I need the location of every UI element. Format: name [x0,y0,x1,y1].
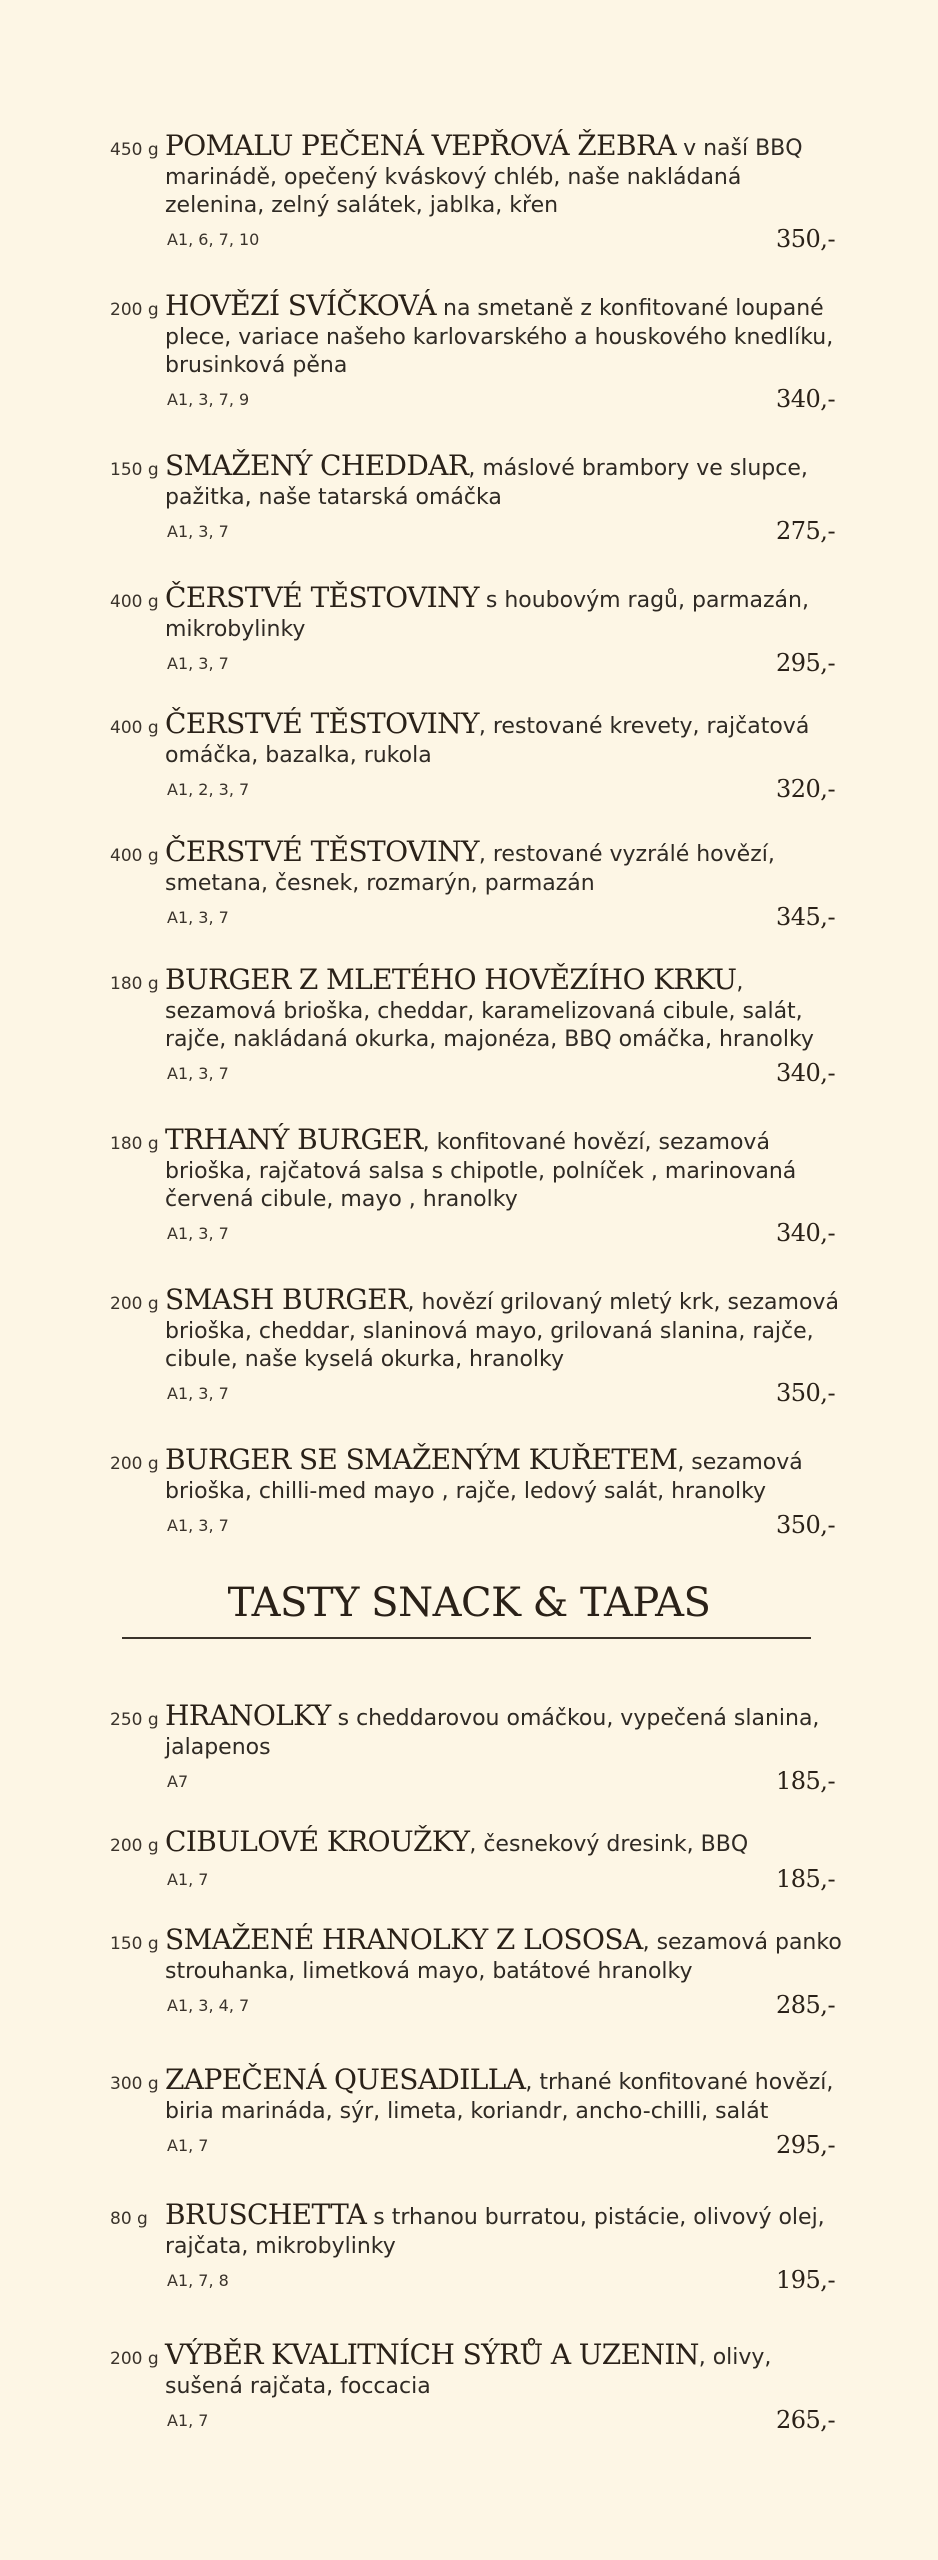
item-name: SMASH BURGER [165,1283,408,1316]
item-text [165,2063,845,2126]
item-text [165,1123,845,1215]
item-weight: 200 g [110,1454,159,1474]
item-allergens: A1, 3, 7 [167,1224,229,1243]
item-weight: 150 g [110,460,159,480]
item-description: , konfitované hovězí, sezamová brioška, rajčatová salsa s chipotle, polníček , marinovaná červená cibule, mayo , hranolky [165,1130,797,1212]
item-weight: 300 g [110,2074,159,2094]
item-description: , sezamová panko strouhanka, limetková mayo, batátové hranolky [165,1930,842,1984]
item-name: BRUSCHETTA [165,2198,367,2231]
item-description: , sezamová brioška, cheddar, karamelizovaná cibule, salát, rajče, nakládaná okurka, majonéza, BBQ omáčka, hranolky [165,970,814,1052]
item-allergens: A1, 3, 7, 9 [167,390,250,409]
item-description: , olivy, sušená rajčata, foccacia [165,2345,772,2399]
item-description: na smetaně z konfitované loupané plece, variace našeho karlovarského a houskového knedlíku, brusinková pěna [165,296,834,378]
item-price: 185,- [776,1767,836,1795]
item-name: ČERSTVÉ TĚSTOVINY [165,835,479,868]
item-name: BURGER SE SMAŽENÝM KUŘETEM [165,1443,678,1476]
section-title: TASTY SNACK & TAPAS [227,1580,711,1626]
item-description: , restované krevety, rajčatová omáčka, bazalka, rukola [165,714,810,768]
item-name: ZAPEČENÁ QUESADILLA [165,2063,526,2096]
item-weight: 400 g [110,592,159,612]
item-allergens: A1, 3, 7 [167,1064,229,1083]
item-text [165,129,845,221]
item-text [165,289,845,381]
item-weight: 400 g [110,718,159,738]
item-price: 275,- [776,517,836,545]
item-weight: 400 g [110,846,159,866]
item-weight: 180 g [110,1134,159,1154]
item-description: , máslové brambory ve slupce, pažitka, naše tatarská omáčka [165,456,808,510]
item-allergens: A1, 3, 7 [167,1516,229,1535]
item-description: s trhanou burratou, pistácie, olivový olej, rajčata, mikrobylinky [165,2205,825,2259]
item-text [165,1283,845,1375]
item-price: 340,- [776,1059,836,1087]
item-name: ČERSTVÉ TĚSTOVINY [165,707,479,740]
item-allergens: A1, 7 [167,2411,209,2430]
item-allergens: A1, 7 [167,1870,209,1889]
item-price: 295,- [776,2131,836,2159]
item-weight: 200 g [110,1836,159,1856]
item-price: 350,- [776,1511,836,1539]
item-weight: 180 g [110,974,159,994]
item-allergens: A1, 6, 7, 10 [167,230,260,249]
item-allergens: A1, 3, 7 [167,654,229,673]
item-text [165,835,845,898]
item-price: 185,- [776,1865,836,1893]
item-allergens: A7 [167,1772,189,1791]
item-allergens: A1, 7 [167,2136,209,2155]
item-description: , restované vyzrálé hovězí, smetana, česnek, rozmarýn, parmazán [165,842,775,896]
item-allergens: A1, 7, 8 [167,2271,229,2290]
item-text [165,581,845,644]
item-price: 195,- [776,2266,836,2294]
item-weight: 150 g [110,1934,159,1954]
item-allergens: A1, 3, 7 [167,522,229,541]
item-description: , hovězí grilovaný mletý krk, sezamová brioška, cheddar, slaninová mayo, grilovaná slanina, rajče, cibule, naše kyselá okurka, hranolky [165,1290,839,1372]
item-price: 320,- [776,775,836,803]
item-weight: 80 g [110,2209,148,2229]
section-divider [122,1637,811,1639]
item-name: HRANOLKY [165,1699,331,1732]
item-price: 340,- [776,385,836,413]
item-text [165,963,845,1055]
item-price: 295,- [776,649,836,677]
item-name: CIBULOVÉ KROUŽKY [165,1825,470,1858]
item-allergens: A1, 3, 7 [167,1384,229,1403]
item-description: s houbovým ragů, parmazán, mikrobylinky [165,588,809,642]
item-allergens: A1, 3, 4, 7 [167,1996,250,2015]
item-text [165,2338,845,2401]
item-weight: 200 g [110,300,159,320]
item-weight: 450 g [110,140,159,160]
item-name: BURGER Z MLETÉHO HOVĚZÍHO KRKU [165,963,737,996]
item-price: 345,- [776,903,836,931]
item-description: , sezamová brioška, chilli-med mayo , rajče, ledový salát, hranolky [165,1450,803,1504]
item-weight: 200 g [110,1294,159,1314]
item-text [165,449,845,512]
item-name: SMAŽENÉ HRANOLKY Z LOSOSA [165,1923,643,1956]
item-text [165,1699,845,1762]
item-description: , česnekový dresink, BBQ [469,1832,749,1857]
item-text [165,707,845,770]
item-description: s cheddarovou omáčkou, vypečená slanina, jalapenos [165,1706,820,1760]
item-name: TRHANÝ BURGER [165,1123,423,1156]
item-weight: 200 g [110,2349,159,2369]
item-text [165,1825,845,1860]
item-name: SMAŽENÝ CHEDDAR [165,449,469,482]
item-description: , trhané konfitované hovězí, biria marináda, sýr, limeta, koriandr, ancho-chilli, salát [165,2070,834,2124]
item-price: 265,- [776,2406,836,2434]
item-name: VÝBĚR KVALITNÍCH SÝRŮ A UZENIN [165,2338,699,2371]
item-text [165,1443,845,1506]
item-text [165,1923,845,1986]
item-price: 340,- [776,1219,836,1247]
item-name: HOVĚZÍ SVÍČKOVÁ [165,289,437,322]
item-weight: 250 g [110,1710,159,1730]
item-name: POMALU PEČENÁ VEPŘOVÁ ŽEBRA [165,129,677,162]
item-price: 350,- [776,225,836,253]
item-text [165,2198,845,2261]
item-allergens: A1, 3, 7 [167,908,229,927]
item-description: v naší BBQ marinádě, opečený kváskový chléb, naše nakládaná zelenina, zelný salátek, jablka, křen [165,136,803,218]
item-allergens: A1, 2, 3, 7 [167,780,250,799]
item-name: ČERSTVÉ TĚSTOVINY [165,581,479,614]
item-price: 350,- [776,1379,836,1407]
item-price: 285,- [776,1991,836,2019]
